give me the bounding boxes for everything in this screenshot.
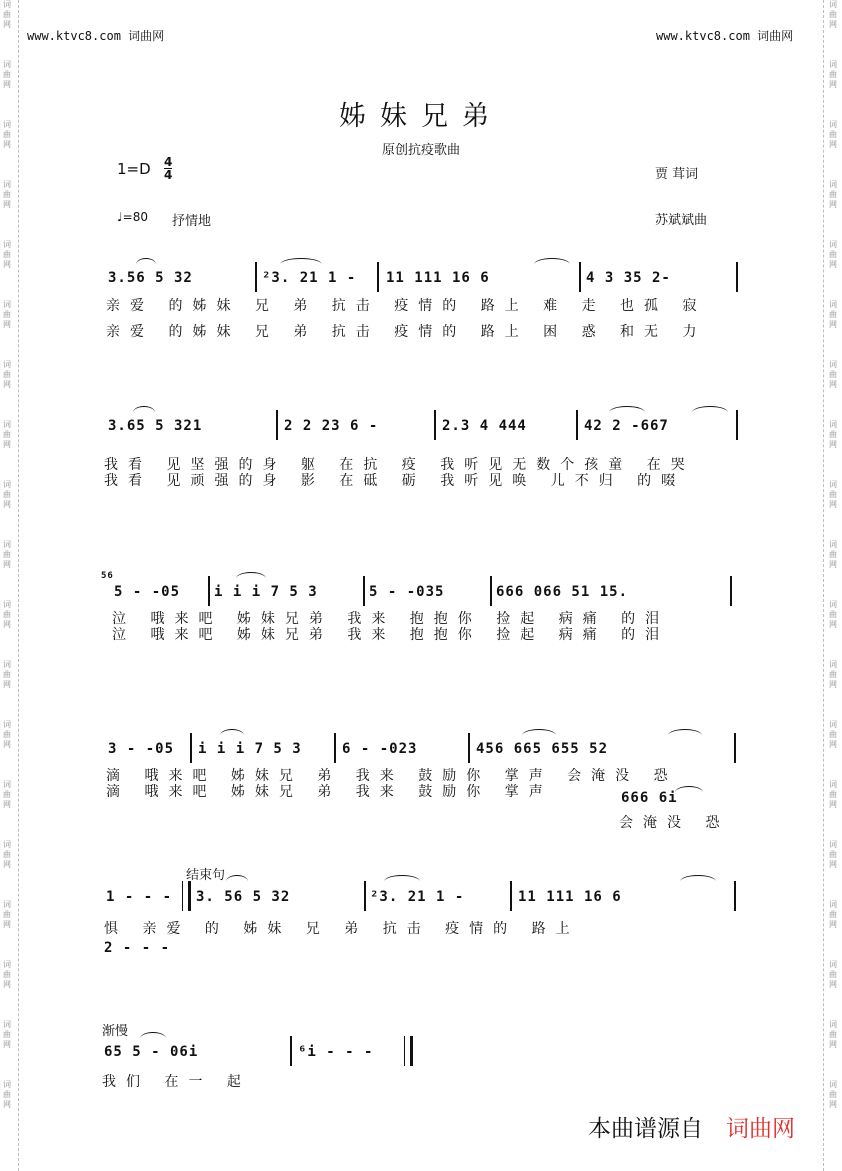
lyric-line-1: 滴 哦来吧 姊妹兄 弟 我来 鼓励你 掌声 会淹没 恐 [106,768,678,784]
watermark-mark: 词 曲 网 [3,1020,11,1049]
header-url-right[interactable]: www.ktvc8.com 词曲网 [656,29,794,43]
right-watermark-strip [823,0,842,1171]
barline [363,576,365,606]
measure: ⁶i - - - [298,1044,374,1060]
composer-credit: 苏斌斌曲 [655,213,708,228]
watermark-mark: 词 曲 网 [3,240,11,269]
barline [208,576,210,606]
measure: 4 3 35 2- [586,270,671,286]
measure: 3. 56 5 32 [196,889,291,905]
lyric-line-1: 亲爱 的姊妹 兄 弟 抗击 疫情的 路上 难 走 也孤 寂 [106,298,707,314]
watermark-mark: 词 曲 网 [3,180,11,209]
barline [255,262,257,292]
tempo-marking: ♩=80 [117,210,148,224]
song-title: 姊妹兄弟 [339,101,503,132]
lyricist-credit: 贾 茸词 [655,167,699,182]
measure: ²3. 21 1 - [262,270,357,286]
tie-mark [140,1032,166,1045]
watermark-mark: 词 曲 网 [829,1020,837,1049]
barline [579,262,581,292]
tie-mark [668,729,702,742]
measure: i i i 7 5 3 [214,584,318,600]
barline [510,881,512,911]
watermark-mark: 词 曲 网 [829,540,837,569]
measure: 6 - -023 [342,741,418,757]
footer-source-text: 本曲谱源自 [588,1116,703,1142]
watermark-mark: 词 曲 网 [829,960,837,989]
watermark-mark: 词 曲 网 [3,1080,11,1109]
watermark-mark: 词 曲 网 [829,840,837,869]
barline [276,410,278,440]
left-watermark-strip [0,0,19,1171]
barline [736,262,738,292]
watermark-mark: 词 曲 网 [3,0,11,29]
measure: 456 665 655 52 [476,741,609,757]
watermark-mark: 词 曲 网 [829,0,837,29]
lyric-line-1: 我们 在一 起 [102,1074,251,1090]
lyric-line-2: 亲爱 的姊妹 兄 弟 抗击 疫情的 路上 困 惑 和无 力 [106,324,707,340]
barline [334,733,336,763]
tie-mark [280,258,322,271]
watermark-mark: 词 曲 网 [3,300,11,329]
lyric-line-2: 滴 哦来吧 姊妹兄 弟 我来 鼓励你 掌声 [106,784,553,800]
grace-notes: 56 [101,571,114,581]
tie-mark [136,258,156,271]
measure: 11 111 16 6 [518,889,622,905]
tie-mark [133,406,155,419]
tie-mark [220,729,244,742]
lyric-line-1: 泣 哦来吧 姊妹兄弟 我来 抱抱你 捡起 病痛 的泪 [112,611,670,627]
barline [364,881,366,911]
tie-mark [609,406,645,419]
watermark-mark: 词 曲 网 [829,240,837,269]
watermark-mark: 词 曲 网 [829,780,837,809]
barline [434,410,436,440]
measure: 11 111 16 6 [386,270,490,286]
alternate-notes: 666 6i [621,790,678,806]
watermark-mark: 词 曲 网 [829,600,837,629]
expression-marking: 抒情地 [172,214,212,229]
barline [490,576,492,606]
tie-mark [692,406,728,419]
watermark-mark: 词 曲 网 [829,660,837,689]
barline [377,262,379,292]
measure: 3.65 5 321 [108,418,203,434]
watermark-mark: 词 曲 网 [3,960,11,989]
watermark-mark: 词 曲 网 [829,360,837,389]
alternate-lyric: 会淹没 恐 [619,815,730,831]
tie-mark [534,258,570,271]
time-signature [164,156,172,181]
watermark-mark: 词 曲 网 [829,300,837,329]
tie-mark [236,572,266,585]
measure: 65 5 - 06i [104,1044,199,1060]
tie-mark [675,786,703,799]
tempo-change-label: 渐慢 [102,1024,129,1039]
measure: 2 2 23 6 - [284,418,379,434]
watermark-mark: 词 曲 网 [3,600,11,629]
measure: 3.56 5 32 [108,270,193,286]
tie-mark [384,875,420,888]
barline [576,410,578,440]
lyric-line-2: 我看 见顽强的身 影 在砥 砺 我听见唤 儿不归 的啜 [104,473,686,489]
tie-mark [522,729,556,742]
watermark-mark: 词 曲 网 [829,120,837,149]
barline [290,1036,292,1066]
watermark-mark: 词 曲 网 [3,420,11,449]
barline [190,733,192,763]
watermark-mark: 词 曲 网 [829,420,837,449]
lyric-line-2: 泣 哦来吧 姊妹兄弟 我来 抱抱你 捡起 病痛 的泪 [112,627,670,643]
watermark-mark: 词 曲 网 [3,360,11,389]
watermark-mark: 词 曲 网 [3,480,11,509]
tie-mark [680,875,716,888]
barline [736,410,738,440]
watermark-mark: 词 曲 网 [829,1080,837,1109]
watermark-mark: 词 曲 网 [3,120,11,149]
footer-brand-link[interactable]: 词曲网 [726,1116,795,1142]
ending-label: 结束句 [186,868,226,883]
watermark-mark: 词 曲 网 [829,900,837,929]
time-signature-top: 4 [164,155,173,169]
song-subtitle: 原创抗疫歌曲 [381,143,460,158]
watermark-mark: 词 曲 网 [3,540,11,569]
measure: 3 - -05 [108,741,175,757]
watermark-mark: 词 曲 网 [3,900,11,929]
measure: 5 - -035 [369,584,445,600]
key-signature: 1=D [117,160,151,178]
measure: ²3. 21 1 - [370,889,465,905]
lyric-line-1: 我看 见坚强的身 躯 在抗 疫 我听见无数个孩童 在哭 [104,457,695,473]
watermark-mark: 词 曲 网 [3,840,11,869]
barline [734,733,736,763]
measure: 666 066 51 15. [496,584,629,600]
measure: 1 - - - [106,889,173,905]
measure: 2.3 4 444 [442,418,527,434]
watermark-mark: 词 曲 网 [829,480,837,509]
watermark-mark: 词 曲 网 [829,720,837,749]
watermark-mark: 词 曲 网 [3,660,11,689]
watermark-mark: 词 曲 网 [3,60,11,89]
barline [468,733,470,763]
measure: 5 - -05 [114,584,181,600]
header-url-left[interactable]: www.ktvc8.com 词曲网 [27,29,165,43]
repeat-barline [182,881,191,911]
watermark-mark: 词 曲 网 [3,720,11,749]
barline [730,576,732,606]
watermark-mark: 词 曲 网 [829,60,837,89]
watermark-mark: 词 曲 网 [3,780,11,809]
time-signature-bottom: 4 [164,168,173,182]
extra-notes: 2 - - - [104,940,171,956]
lyric-line-1: 惧 亲爱 的 姊妹 兄 弟 抗击 疫情的 路上 [104,921,580,937]
final-barline [404,1036,413,1066]
measure: 42 2 -667 [584,418,669,434]
tie-mark [226,875,248,888]
barline [734,881,736,911]
measure: i i i 7 5 3 [198,741,302,757]
watermark-mark: 词 曲 网 [829,180,837,209]
